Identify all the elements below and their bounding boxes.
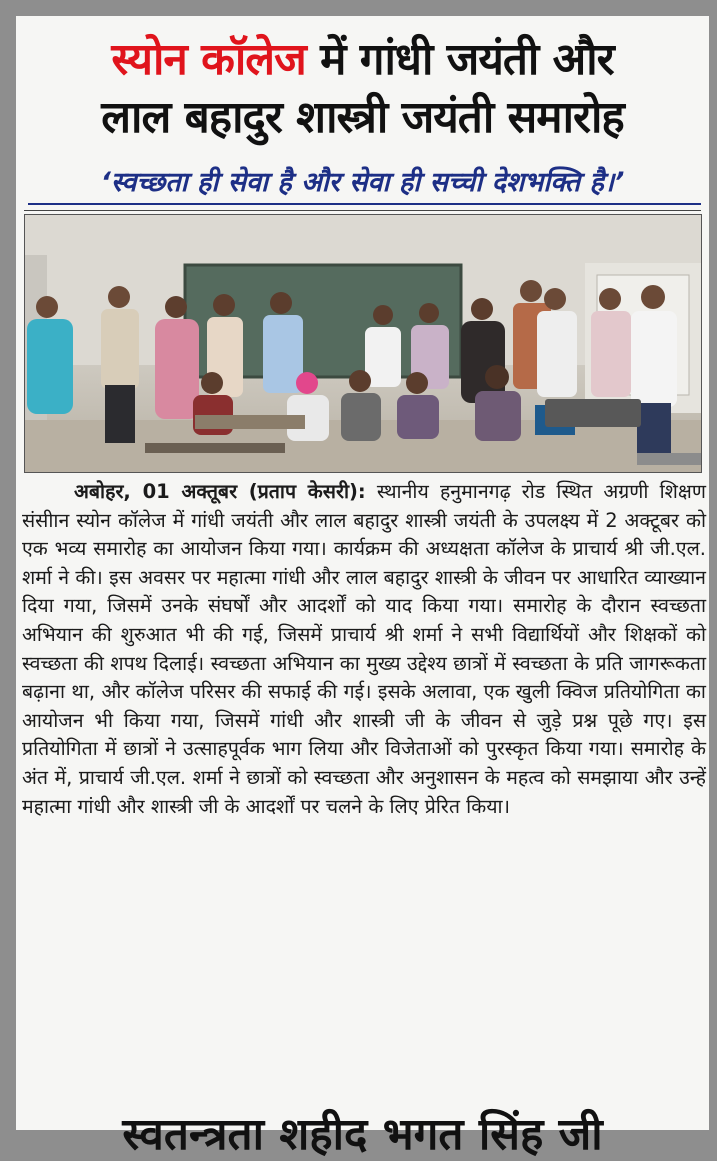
section-divider <box>24 210 701 211</box>
article-body <box>22 478 706 821</box>
headline-college-name: स्योन कॉलेज <box>111 34 306 85</box>
next-article-headline-cut: स्वतन्त्रता शहीद भगत सिंह जी <box>122 1109 603 1160</box>
article-dateline: अबोहर, 01 अक्तूबर (प्रताप केसरी): <box>74 480 366 503</box>
headline-line-1 <box>16 34 709 86</box>
subheadline-quote: ‘स्वच्छता ही सेवा है और सेवा ही सच्ची देशभक्ति है।’ <box>100 167 625 198</box>
article-text: स्थानीय हनुमानगढ़ रोड स्थित अग्रणी शिक्षण संसीान स्योन कॉलेज में गांधी जयंती और लाल बहादुर शास्त्री जयंती के उपलक्ष्य में 2 अक्टूबर को एक भव्य समारोह का आयोजन किया गया। कार्यक्रम की अध्यक्षता कॉलेज के प्राचार्य श्री जी.एल. शर्मा ने की। इस अवसर पर महात्मा गांधी और लाल बहादुर शास्त्री के जीवन पर आधारित व्याख्यान दिया गया, जिसमें उनके संघर्षों और आदर्शों को याद किया गया। समारोह के दौरान स्वच्छता अभियान की शुरुआत भी की गई, जिसमें प्राचार्य श्री शर्मा ने सभी विद्यार्थियों और शिक्षकों को स्वच्छता की शपथ दिलाई। स्वच्छता अभियान का मुख्य उद्देश्य छात्रों में स्वच्छता के प्रति जागरूकता बढ़ाना था, और कॉलेज परिसर की सफाई की गई। इसके अलावा, एक खुली क्विज प्रतियोगिता का आयोजन भी किया गया, जिसमें गांधी और शास्त्री जी के जीवन से जुड़े प्रश्न पूछे गए। इस प्रतियोगिता में छात्रों ने उत्साहपूर्वक भाग लिया और विजेताओं को पुरस्कृत किया गया। समारोह के अंत में, प्राचार्य जी.एल. शर्मा ने छात्रों को स्वच्छता और अनुशासन के महत्व को समझाया और उन्हें महात्मा गांधी और शास्त्री जी के आदर्शों पर चलने के लिए प्रेरित किया। <box>22 480 706 818</box>
newspaper-clipping <box>16 16 709 1160</box>
event-group-photo <box>24 214 702 473</box>
headline-line-1-rest: में गांधी जयंती और <box>305 34 614 85</box>
subheadline-underline <box>28 203 701 205</box>
headline-line-2: लाल बहादुर शास्त्री जयंती समारोह <box>101 92 624 143</box>
